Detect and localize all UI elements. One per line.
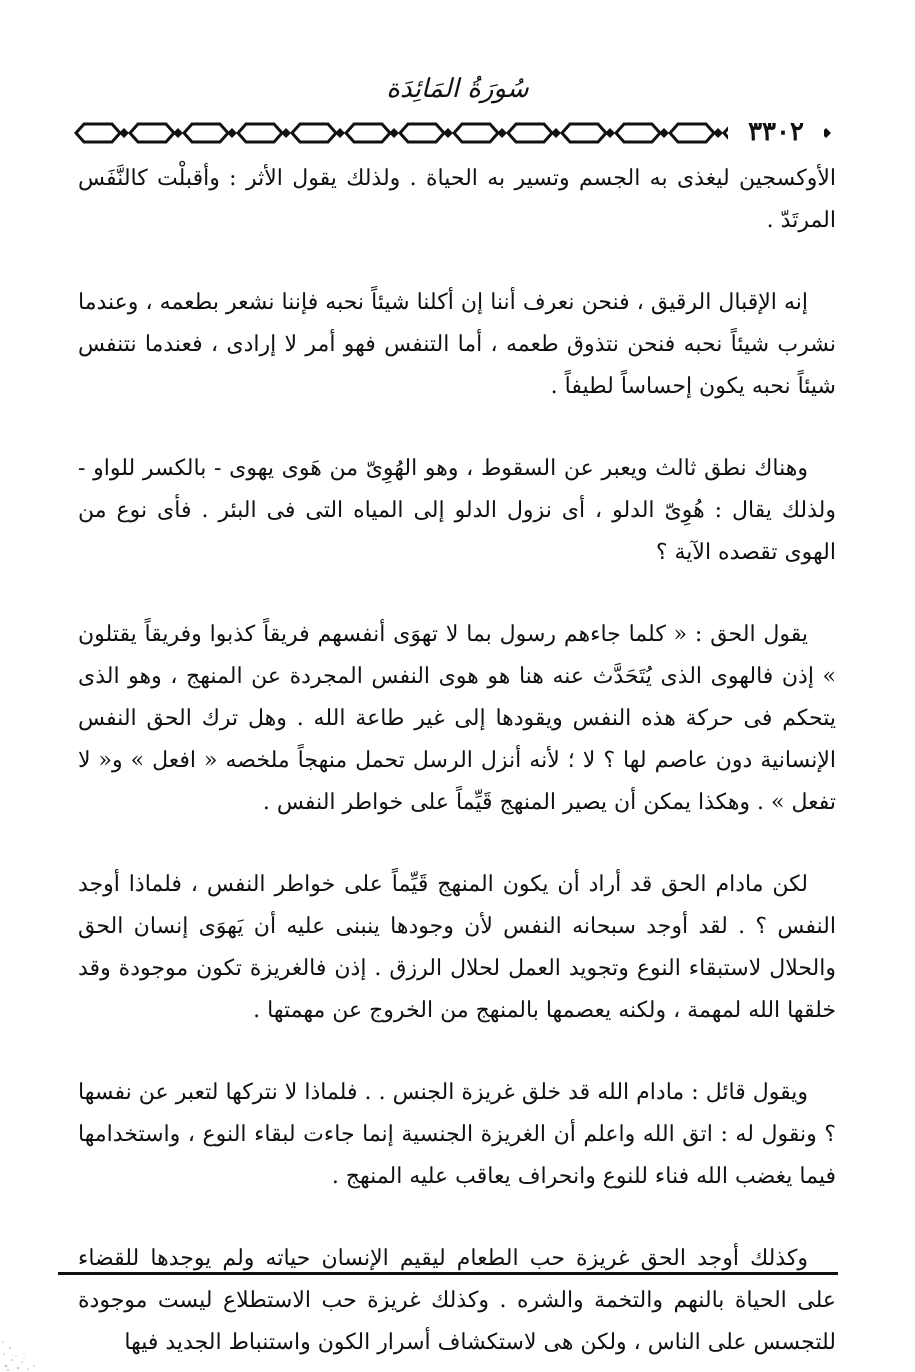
ornament-link (238, 124, 282, 142)
paragraph-5: لكن مادام الحق قد أراد أن يكون المنهج قَيِّماً على خواطر النفس ، فلماذا أوجد النفس ؟ . لقد أوجد سبحانه النفس لأن وجودها ينبنى عليه أن يَهوَى إنسان الحق والحلال لاستبقاء النوع وتجويد العمل لحلال الرزق . إذن فالغريزة تكون موجودة وقد خلقها الله لمهمة ، ولكنه يعصمها بالمنهج من الخروج عن مهمتها . (78, 872, 836, 1023)
page-number: ٣٣٠٢ (728, 116, 824, 148)
paragraph-3: وهناك نطق ثالث ويعبر عن السقوط ، وهو الهُوِىّ من هَوى يهوى - بالكسر للواو - ولذلك يقال : هُوِىّ الدلو ، أى نزول الدلو إلى المياه التى فى البئر . فأى نوع من الهوى تقصده الآية ؟ (78, 456, 836, 565)
paragraph-7: وكذلك أوجد الحق غريزة حب الطعام ليقيم الإنسان حياته ولم يوجدها للقضاء على الحياة بالنهم والتخمة والشره . وكذلك غريزة حب الاستطلاع ليست موجودة للتجسس على الناس ، ولكن هى لاستكشاف أسرار الكون واستنباط الجديد فيها (78, 1246, 836, 1355)
main-text (78, 158, 836, 1364)
footer-rule (58, 1272, 838, 1275)
ornament-diamond (281, 128, 291, 138)
ornament-link (670, 124, 714, 142)
ornament-diamond (497, 128, 507, 138)
ornament-link (562, 124, 606, 142)
ornament-diamond (659, 128, 669, 138)
ornament-diamond (605, 128, 615, 138)
paragraph-6: ويقول قائل : مادام الله قد خلق غريزة الجنس . . فلماذا لا نتركها لتعبر عن نفسها ؟ ونقول له : اتق الله واعلم أن الغريزة الجنسية إنما جاءت لبقاء النوع ، واستخدامها فيما يغضب الله فناء للنوع وانحراف يعاقب عليه المنهج . (78, 1080, 836, 1189)
ornament-link (292, 124, 336, 142)
ornament-diamond (551, 128, 561, 138)
ornament-diamond (119, 128, 129, 138)
paragraph-1: الأوكسجين ليغذى به الجسم وتسير به الحياة . ولذلك يقول الأثر : وأقبلْت كالنَّفَس المرتَدّ . (78, 166, 836, 233)
surah-title: سُورَةُ المَائِدَة (386, 74, 529, 104)
ornament-diamond (227, 128, 237, 138)
ornament-link (346, 124, 390, 142)
ornament-diamond (389, 128, 399, 138)
ornament-diamond (713, 128, 723, 138)
scan-noise-corner (0, 1302, 70, 1372)
ornament-link (184, 124, 228, 142)
ornament-link (508, 124, 552, 142)
ornament-diamond (443, 128, 453, 138)
ornament-link (400, 124, 444, 142)
ornament-diamond (335, 128, 345, 138)
ornament-link (76, 124, 120, 142)
paragraph-2: إنه الإقبال الرقيق ، فنحن نعرف أننا إن أكلنا شيئاً نحبه فإننا نشعر بطعمه ، وعندما نشرب شيئاً نحبه فنحن نتذوق طعمه ، أما التنفس فهو أمر لا إرادى ، فعندما نتنفس شيئاً نحبه يكون إحساساً لطيفاً . (78, 290, 836, 399)
ornament-link (454, 124, 498, 142)
ornament-link (130, 124, 174, 142)
paragraph-4: يقول الحق : « كلما جاءهم رسول بما لا تهوَى أنفسهم فريقاً كذبوا وفريقاً يقتلون » إذن فالهوى الذى يُتَحَدَّث عنه هنا هو هوى النفس المجردة عن المنهج ، وهو الذى يتحكم فى حركة هذه النفس ويقودها إلى غير طاعة الله . وهل ترك الحق النفس الإنسانية دون عاصم لها ؟ لا ؛ لأنه أنزل الرسل تحمل منهجاً ملخصه « افعل » و« لا تفعل » . وهكذا يمكن أن يصير المنهج قَيِّماً على خواطر النفس . (78, 622, 836, 815)
ornament-diamond (173, 128, 183, 138)
ornament-link (616, 124, 660, 142)
